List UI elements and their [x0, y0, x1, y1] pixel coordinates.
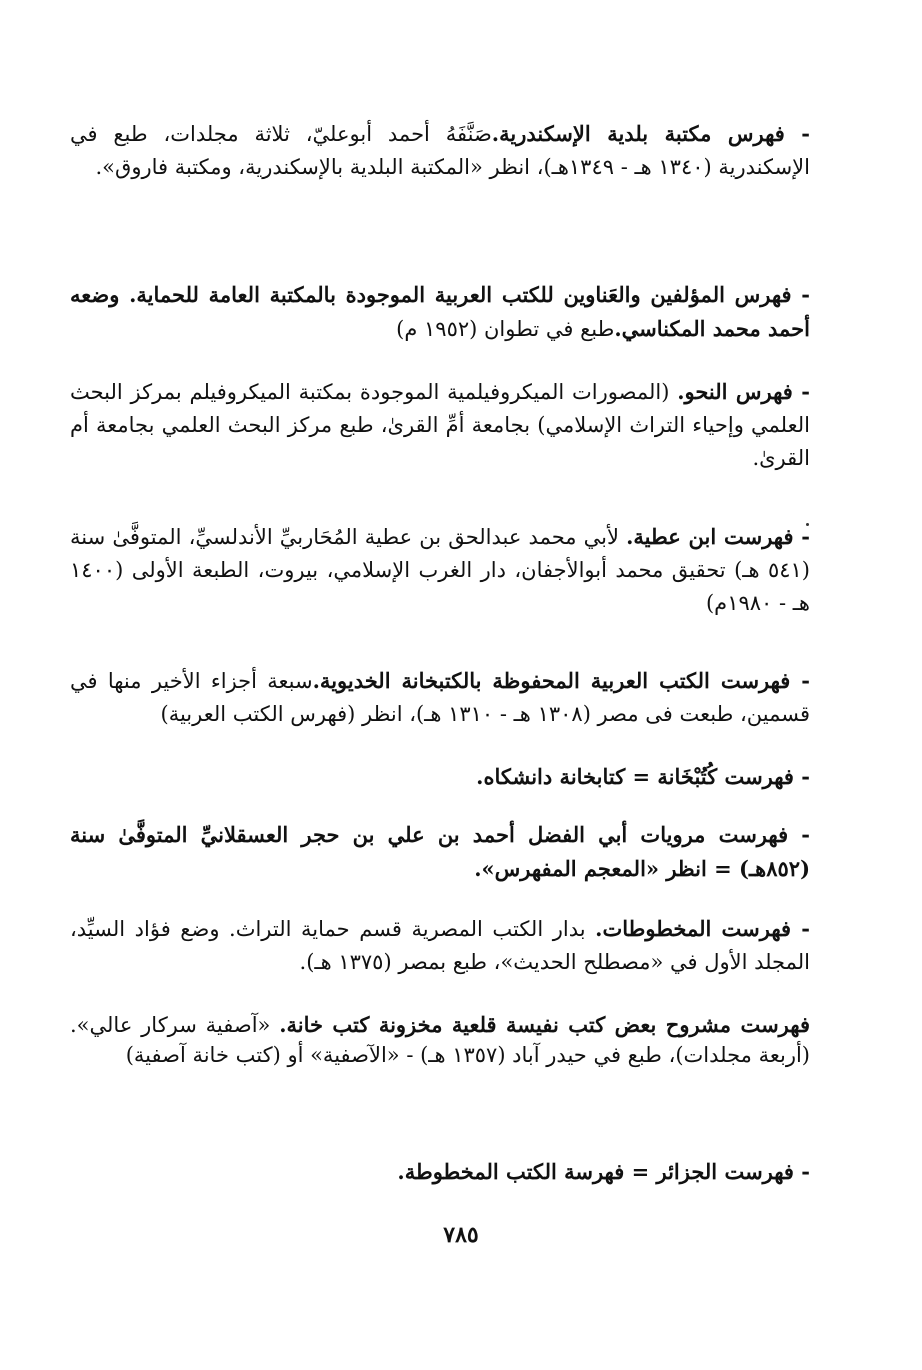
- entry-heading: - فهرس المؤلفين والعَناوين للكتب العربية الموجودة بالمكتبة العامة للحماية. وضعه أحمد محمد المكناسي.: [70, 282, 810, 341]
- entry-alexandria-library-catalog: [70, 117, 810, 184]
- entry-heading: - فهرست مرويات أبي الفضل أحمد بن علي بن حجر العسقلانيِّ المتوفَّىٰ سنة (٨٥٢هـ) = انظر «المعجم المفهرس».: [70, 822, 810, 881]
- entry-body: طبع في تطوان (١٩٥٢ م): [396, 317, 615, 341]
- entry-body: بدار الكتب المصرية قسم حماية التراث. وضع فؤاد السيِّد، المجلد الأول في «مصطلح الحديث»، طبع بمصر (١٣٧٥ هـ).: [70, 917, 810, 974]
- entry-heading: - فهرست الجزائر = فهرسة الكتب المخطوطة.: [397, 1159, 810, 1184]
- entry-heading: - فهرس النحو.: [677, 379, 810, 404]
- entry-kutubkhana-index: [70, 760, 810, 794]
- entry-khedivial-library-catalog: [70, 664, 810, 731]
- entry-heading: - فهرست الكتب العربية المحفوظة بالكتبخانة الخديوية.: [312, 668, 811, 693]
- entry-body: لأبي محمد عبدالحق بن عطية المُحَاربيِّ الأندلسيِّ، المتوفَّىٰ سنة (٥٤١ هـ) تحقيق محمد أبوالأجفان، دار الغرب الإسلامي، بيروت، الطبعة الأولى (١٤٠٠ هـ - ١٩٨٠م): [70, 525, 810, 615]
- entry-algeria-index: [70, 1155, 810, 1189]
- entry-ibn-atiyya-index: [70, 520, 810, 620]
- entry-grammar-catalog: [70, 375, 810, 475]
- entry-asafiya-catalog: [70, 1010, 810, 1070]
- entry-authors-titles-catalog: [70, 278, 810, 346]
- entry-ibn-hajar-narrations: [70, 818, 810, 886]
- entry-manuscripts-catalog: [70, 912, 810, 979]
- entry-body: (المصورات الميكروفيلمية الموجودة بمكتبة الميكروفيلم بمركز البحث العلمي وإحياء التراث الإسلامي) بجامعة أمِّ القرىٰ، طبع مركز البحث العلمي بجامعة أم القرىٰ.: [70, 380, 810, 470]
- page-number: ٧٨٥: [443, 1222, 479, 1248]
- entry-heading: - فهرس مكتبة بلدية الإسكندرية.: [491, 121, 810, 146]
- entry-heading: - فهرست ابن عطية.: [626, 524, 810, 549]
- entry-heading: - فهرست كُتُبْخَانة = كتابخانة دانشكاه.: [476, 764, 810, 789]
- entry-body: «آصفية سركار عالي». (أربعة مجلدات)، طبع في حيدر آباد (١٣٥٧ هـ) - «الآصفية» أو (كتب خانة آصفية): [70, 1013, 810, 1067]
- entry-body: صَنَّفَهُ أحمد أبوعليّ، ثلاثة مجلدات، طبع في الإسكندرية (١٣٤٠ هـ - ١٣٤٩هـ)، انظر «المكتبة البلدية بالإسكندرية، ومكتبة فاروق».: [70, 122, 810, 179]
- entry-body: سبعة أجزاء الأخير منها في قسمين، طبعت فى مصر (١٣٠٨ هـ - ١٣١٠ هـ)، انظر (فهرس الكتب العربية): [70, 669, 810, 726]
- entry-heading: فهرست مشروح بعض كتب نفيسة قلعية مخزونة كتب خانة.: [279, 1012, 810, 1037]
- entry-heading: - فهرست المخطوطات.: [595, 916, 810, 941]
